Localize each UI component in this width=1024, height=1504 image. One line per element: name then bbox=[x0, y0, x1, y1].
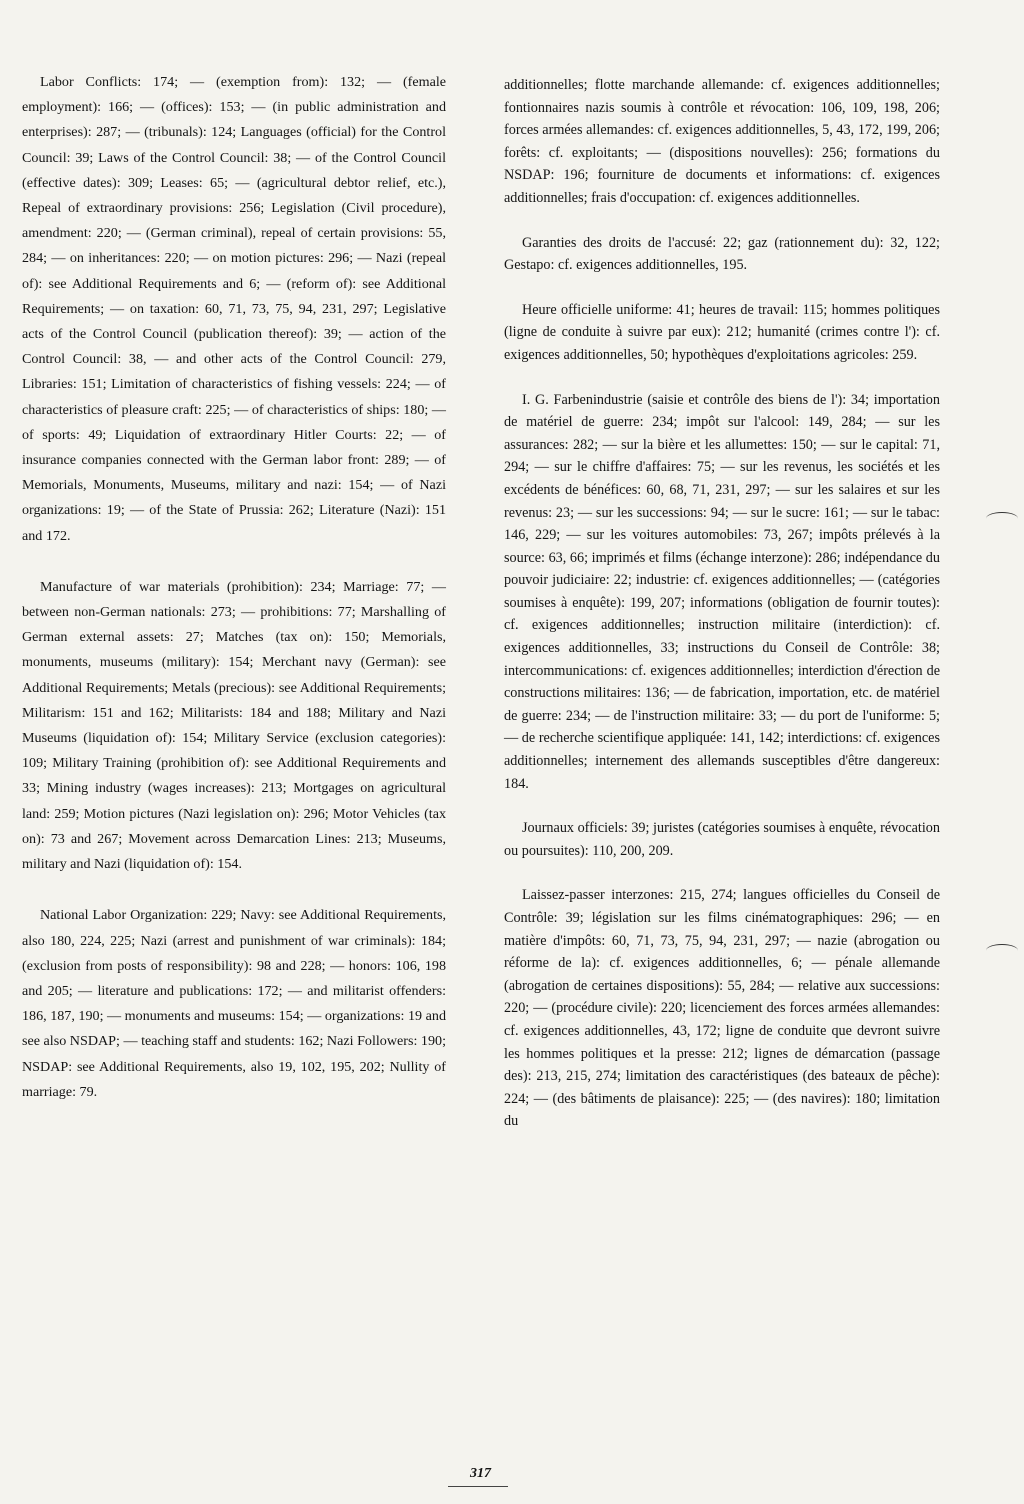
margin-mark bbox=[986, 512, 1018, 525]
page-number: 317 bbox=[470, 1466, 491, 1481]
index-entry-I: I. G. Farbenindustrie (saisie et contrôle des biens de l'): 34; importation de matériel de guerre: 234; impôt sur l'alcool: 149, 284; — sur les assurances: 282; — sur la bière et les allumettes: 150; — sur le capital: 71, 294; — sur le chiffre d'affaires: 75; — sur les revenus, les sociétés et les excédents de bénéfices: 60, 68, 71, 231, 297; — sur les salaires et sur les revenus: 23; — sur les successions: 94; — sur le sucre: 161; — sur le tabac: 146, 229; — sur les voitures automobiles: 73, 267; impôts prélevés à la source: 63, 66; imprimés et films (échange interzone): 286; indépendance du pouvoir judiciaire: 22; industrie: cf. exigences additionnelles; — (catégories soumises à enquête): 199, 207; informations (obligation de fournir toutes): cf. exigences additionnelles; instruction militaire (interdiction): cf. exigences additionnelles, 33; instructions du Conseil de Contrôle: 38; intercommunications: cf. exigences additionnelles; interdiction d'érection de constructions militaires: 136; — de fabrication, importation, etc. de matériel de guerre: 234; — de l'instruction militaire: 33; — du port de l'uniforme: 5; — de recherche scientifique appliquée: 141, 142; interdictions: cf. exigences additionnelles; internement des allemands susceptibles d'être dangereux: 184. bbox=[504, 391, 940, 792]
index-entry-L: Labor Conflicts: 174; — (exemption from): 132; — (female employment): 166; — (offices): 153; — (in public administration and enterprises): 287; — (tribunals): 124; Languages (official) for the Control Council: 39; Laws of the Control Council: 38; — of the Control Council (effective dates): 309; Leases: 65; — (agricultural debtor relief, etc.), Repeal of extraordinary provisions: 256; Legislation (Civil procedure), amendment: 220; — (German criminal), repeal of certain provisions: 55, 284; — on inheritances: 220; — on motion pictures: 296; — Nazi (repeal of): see Additional Requirements and 6; — (reform of): see Additional Requirements; — on taxation: 60, 71, 73, 75, 94, 231, 297; Legislative acts of the Control Council (publication thereof): 39; — action of the Control Council: 38, — and other acts of the Control Council: 279, Libraries: 151; Limitation of characteristics of fishing vessels: 224; — of characteristics of pleasure craft: 225; — of characteristics of ships: 180; — of sports: 49; Liquidation of extraordinary Hitler Courts: 22; — of insurance companies connected with the German labor front: 289; — of Memorials, Monuments, Museums, military and nazi: 154; — of Nazi organizations: 19; — of the State of Prussia: 262; Literature (Nazi): 151 and 172. bbox=[22, 74, 446, 544]
index-entry-N: National Labor Organization: 229; Navy: see Additional Requirements, also 180, 224, 225; Nazi (arrest and punishment of war criminals): 184; (exclusion from posts of responsibility): 98 and 228; — honors: 106, 198 and 205; — literature and publications: 172; — and militarist offenders: 186, 187, 190; — monuments and museums: 154; — organizations: 19 and see also NSDAP; — teaching staff and students: 162; Nazi Followers: 190; NSDAP: see Additional Requirements, also 19, 102, 195, 202; Nullity of marriage: 79. bbox=[22, 907, 446, 1100]
index-entry-J: Journaux officiels: 39; juristes (catégories soumises à enquête, révocation ou poursuites): 110, 200, 209. bbox=[504, 820, 940, 859]
margin-mark bbox=[986, 944, 1018, 957]
page-number-rule bbox=[448, 1486, 508, 1487]
index-entry-H: Heure officielle uniforme: 41; heures de travail: 115; hommes politiques (ligne de conduite à suivre par eux): 212; humanité (crimes contre l'): cf. exigences additionnelles, 50; hypothèques d'exploitations agricoles: 259. bbox=[504, 301, 940, 363]
index-column-french bbox=[504, 74, 940, 1155]
index-entry-L-fr: Laissez-passer interzones: 215, 274; langues officielles du Conseil de Contrôle: 39; législation sur les films cinématographiques: 296; — en matière d'impôts: 60, 71, 73, 75, 94, 231, 297; — nazie (abrogation ou réforme de la): cf. exigences additionnelles, 6; — pénale allemande (abrogation de certaines dispositions): 55, 284; — relative aux successions: 220; — (procédure civile): 220; licenciement des forces armées allemandes: cf. exigences additionnelles, 43, 172; ligne de conduite que devront suivre les hommes politiques et la presse: 212; lignes de démarcation (passage des): 213, 215, 274; limitation des caractéristiques (des bateaux de pêche): 224; — (des bâtiments de plaisance): 225; — (des navires): 180; limitation du bbox=[504, 887, 940, 1130]
index-entry-M: Manufacture of war materials (prohibition): 234; Marriage: 77; — between non-German nationals: 273; — prohibitions: 77; Marshalling of German external assets: 27; Matches (tax on): 150; Memorials, monuments, museums (military): 154; Merchant navy (German): see Additional Requirements; Metals (precious): see Additional Requirements; Militarism: 151 and 162; Militarists: 184 and 188; Military and Nazi Museums (liquidation of): 154; Military Service (exclusion categories): 109; Military Training (prohibition of): see Additional Requirements and 33; Mining industry (wages increases): 213; Mortgages on agricultural land: 259; Motion pictures (Nazi legislation on): 296; Motor Vehicles (tax on): 73 and 267; Movement across Demarcation Lines: 213; Museums, military and Nazi (liquidation of): 154. bbox=[22, 578, 446, 873]
index-entry-F-continued: additionnelles; flotte marchande allemande: cf. exigences additionnelles; fontionnaires nazis soumis à contrôle et révocation: 106, 109, 198, 206; forces armées allemandes: cf. exigences additionnelles, 5, 43, 172, 199, 206; forêts: cf. exploitants; — (dispositions nouvelles): 256; formations du NSDAP: 196; fourniture de documents et informations: cf. exigences additionnelles; frais d'occupation: cf. exigences additionnelles. bbox=[504, 77, 940, 206]
index-column-english bbox=[22, 70, 446, 1131]
index-entry-G: Garanties des droits de l'accusé: 22; gaz (rationnement du): 32, 122; Gestapo: cf. exigences additionnelles, 195. bbox=[504, 234, 940, 274]
